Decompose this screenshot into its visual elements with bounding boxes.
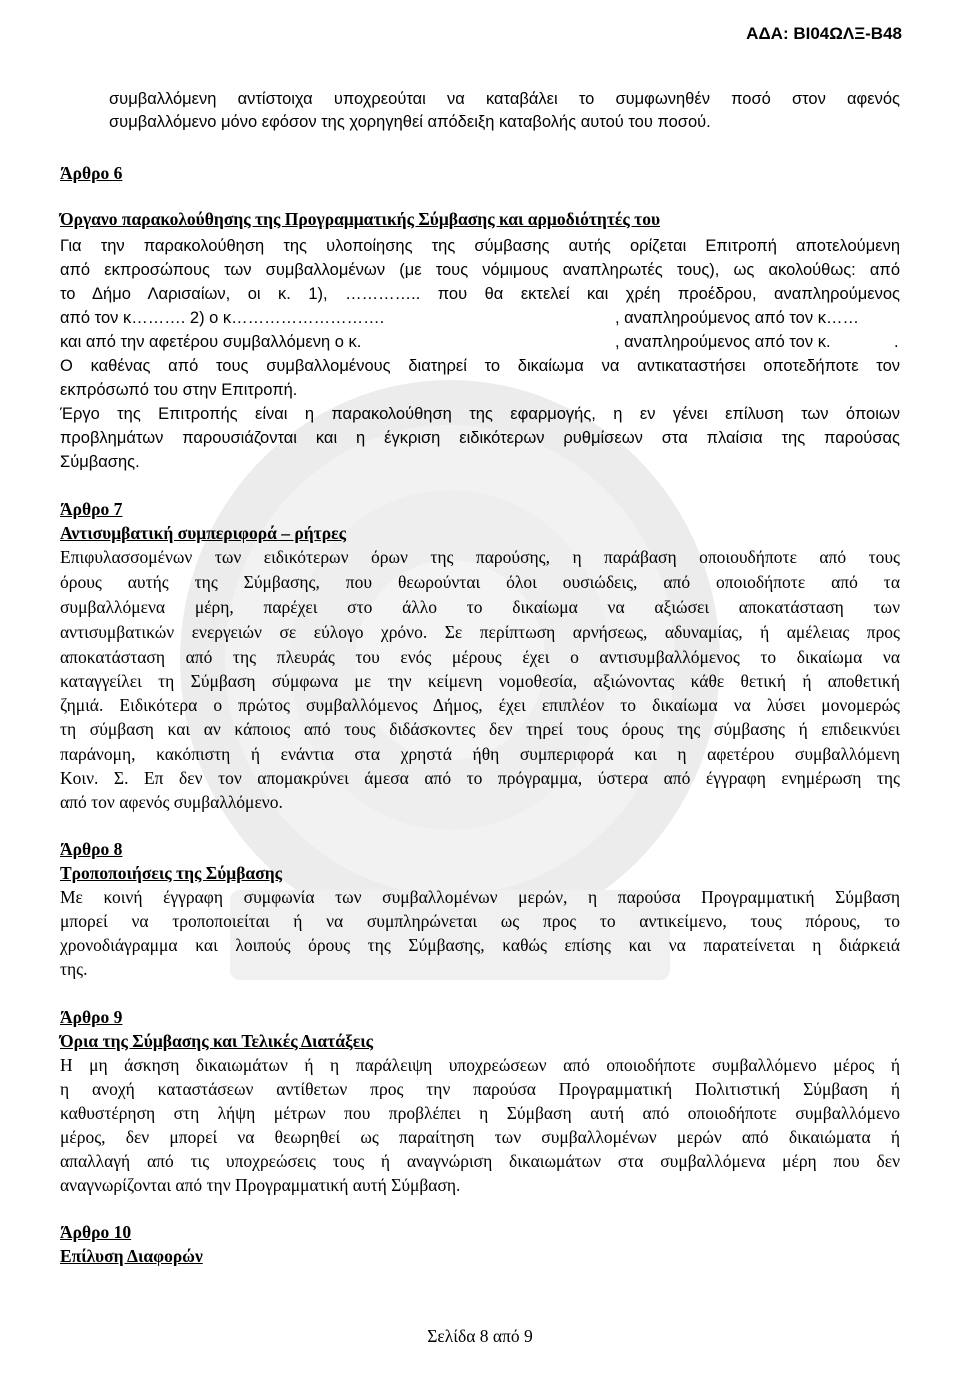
paragraph-line: όρους αυτής της Σύμβασης, που θεωρούνται όλοι ουσιώδεις, από οποιοδήποτε από τα	[60, 572, 900, 592]
paragraph-line: Ο καθένας από τους συμβαλλομένους διατηρεί το δικαίωμα να αντικαταστήσει οποτεδήποτε τον	[60, 357, 900, 375]
representatives-line	[60, 331, 900, 353]
paragraph-line: Για την παρακολούθηση της υλοποίησης της σύμβασης αυτής ορίζεται Επιτροπή αποτελούμενη	[60, 237, 900, 255]
paragraph-line: η ανοχή καταστάσεων αντίθετων προς την παρούσα Προγραμματική Πολιτιστική Σύμβαση ή	[60, 1079, 900, 1099]
paragraph-line: Έργο της Επιτροπής είναι η παρακολούθηση της εφαρμογής, η εν γένει επίλυση των όποιων	[60, 405, 900, 423]
ada-code: ΑΔΑ: ΒΙ04ΩΛΞ-Β48	[746, 24, 902, 43]
article-8-title: Τροποποιήσεις της Σύμβασης	[60, 863, 283, 883]
fill-segment: από τον κ………. 2) ο κ……………………….	[60, 309, 385, 327]
paragraph-line: Επιφυλασσομένων των ειδικότερων όρων της παρούσης, η παράβαση οποιουδήποτε από τους	[60, 547, 900, 567]
paragraph-line: καταγγείλει τη Σύμβαση σύμφωνα με την κείμενη νομοθεσία, αξιώνοντας κάθε θετική ή αποθετική	[60, 671, 900, 691]
article-8-heading: Άρθρο 8	[60, 839, 123, 859]
paragraph-line: τη σύμβαση και αν κάποιος από τους διδάσκοντες δεν τηρεί τους όρους της σύμβασης ή επιδεικνύει	[60, 719, 900, 739]
intro-line: συμβαλλόμενο μόνο εφόσον της χορηγηθεί απόδειξη καταβολής αυτού του ποσού.	[109, 113, 711, 131]
intro-line: συμβαλλόμενη αντίστοιχα υποχρεούται να καταβάλει το συμφωνηθέν ποσό στον αφενός	[109, 90, 900, 108]
paragraph-line: ζημιά. Ειδικότερα ο πρώτος συμβαλλόμενος Δήμος, έχει επιπλέον το δικαίωμα να λύσει μονομερώς	[60, 695, 900, 715]
paragraph-line: Σύμβασης.	[60, 453, 140, 471]
page-number: Σελίδα 8 από 9	[427, 1326, 533, 1346]
article-7-title: Αντισυμβατική συμπεριφορά – ρήτρες	[60, 523, 346, 543]
paragraph-line: από εκπροσώπους των συμβαλλομένων (με τους νόμιμους αναπληρωτές τους), ως ακολούθως: από	[60, 261, 900, 279]
paragraph-line: Η μη άσκηση δικαιωμάτων ή η παράλειψη υποχρεώσεων από οποιοδήποτε συμβαλλόμενο μέρος ή	[60, 1055, 900, 1075]
representatives-line	[60, 307, 900, 329]
paragraph-line: προβλημάτων παρουσιάζονται και η έγκριση ειδικότερων ρυθμίσεων στα πλαίσια της παρούσας	[60, 429, 900, 447]
paragraph-line: απαλλαγή από τις υποχρεώσεις τους ή αναγνώριση δικαιωμάτων στα συμβαλλόμενα μέρη που δεν	[60, 1151, 900, 1171]
article-6-title: Όργανο παρακολούθησης της Προγραμματικής Σύμβασης και αρμοδιότητές του	[60, 209, 661, 229]
paragraph-line: μέρος, δεν μπορεί να θεωρηθεί ως παραίτηση των συμβαλλομένων μερών από δικαιώματα ή	[60, 1127, 900, 1147]
article-7-heading: Άρθρο 7	[60, 499, 123, 519]
paragraph-line: το Δήμο Λαρισαίων, οι κ. 1), ………….. που θα εκτελεί και χρέη προέδρου, αναπληρούμενος	[60, 285, 900, 303]
paragraph-line: εκπρόσωπό του στην Επιτροπή.	[60, 381, 298, 399]
paragraph-line: της.	[60, 959, 88, 979]
article-9-heading: Άρθρο 9	[60, 1007, 123, 1027]
article-6-heading: Άρθρο 6	[60, 163, 123, 183]
paragraph-line: καθυστέρηση στη λήψη μέτρων που προβλέπει η Σύμβαση αυτή από οποιοδήποτε συμβαλλόμενο	[60, 1103, 900, 1123]
fill-segment: , αναπληρούμενος από τον κ……	[615, 309, 859, 327]
paragraph-line: παράνομη, κακόπιστη ή ενάντια στα χρηστά ήθη συμπεριφορά και η αφετέρου συμβαλλόμενη	[60, 744, 900, 764]
paragraph-line: χρονοδιάγραμμα και λοιπούς όρους της Σύμβασης, καθώς επίσης και να παρατείνεται η διάρκειά	[60, 935, 900, 955]
article-10-title: Επίλυση Διαφορών	[60, 1246, 203, 1266]
article-10-heading: Άρθρο 10	[60, 1222, 132, 1242]
paragraph-line: αντισυμβατικών ενεργειών σε εύλογο χρόνο. Σε περίπτωση αρνήσεως, αδυναμίας, ή αμέλειας προς	[60, 622, 900, 642]
article-9-title: Όρια της Σύμβασης και Τελικές Διατάξεις	[60, 1031, 374, 1051]
fill-segment: και από την αφετέρου συμβαλλόμενη ο κ.	[60, 333, 362, 351]
paragraph-line: Με κοινή έγγραφη συμφωνία των συμβαλλομένων μερών, η παρούσα Προγραμματική Σύμβαση	[60, 887, 900, 907]
fill-segment: , αναπληρούμενος από τον κ.	[615, 333, 831, 351]
paragraph-line: μπορεί να τροποποιείται ή να συμπληρώνεται ως προς το αντικείμενο, τους πόρους, το	[60, 911, 900, 931]
paragraph-line: Κοιν. Σ. Επ δεν τον απομακρύνει άμεσα από το πρόγραμμα, ύστερα από έγγραφη ενημέρωση της	[60, 768, 900, 788]
fill-segment: .	[894, 333, 899, 351]
paragraph-line: αναγνωρίζονται από την Προγραμματική αυτή Σύμβαση.	[60, 1175, 461, 1195]
paragraph-line: συμβαλλόμενα μέρη, παρέχει στο άλλο το δικαίωμα να αξιώσει αποκατάσταση των	[60, 597, 900, 617]
paragraph-line: από τον αφενός συμβαλλόμενο.	[60, 792, 283, 812]
paragraph-line: αποκατάσταση από της πλευράς του ενός μέρους έχει ο αντισυμβαλλόμενος το δικαίωμα να	[60, 647, 900, 667]
